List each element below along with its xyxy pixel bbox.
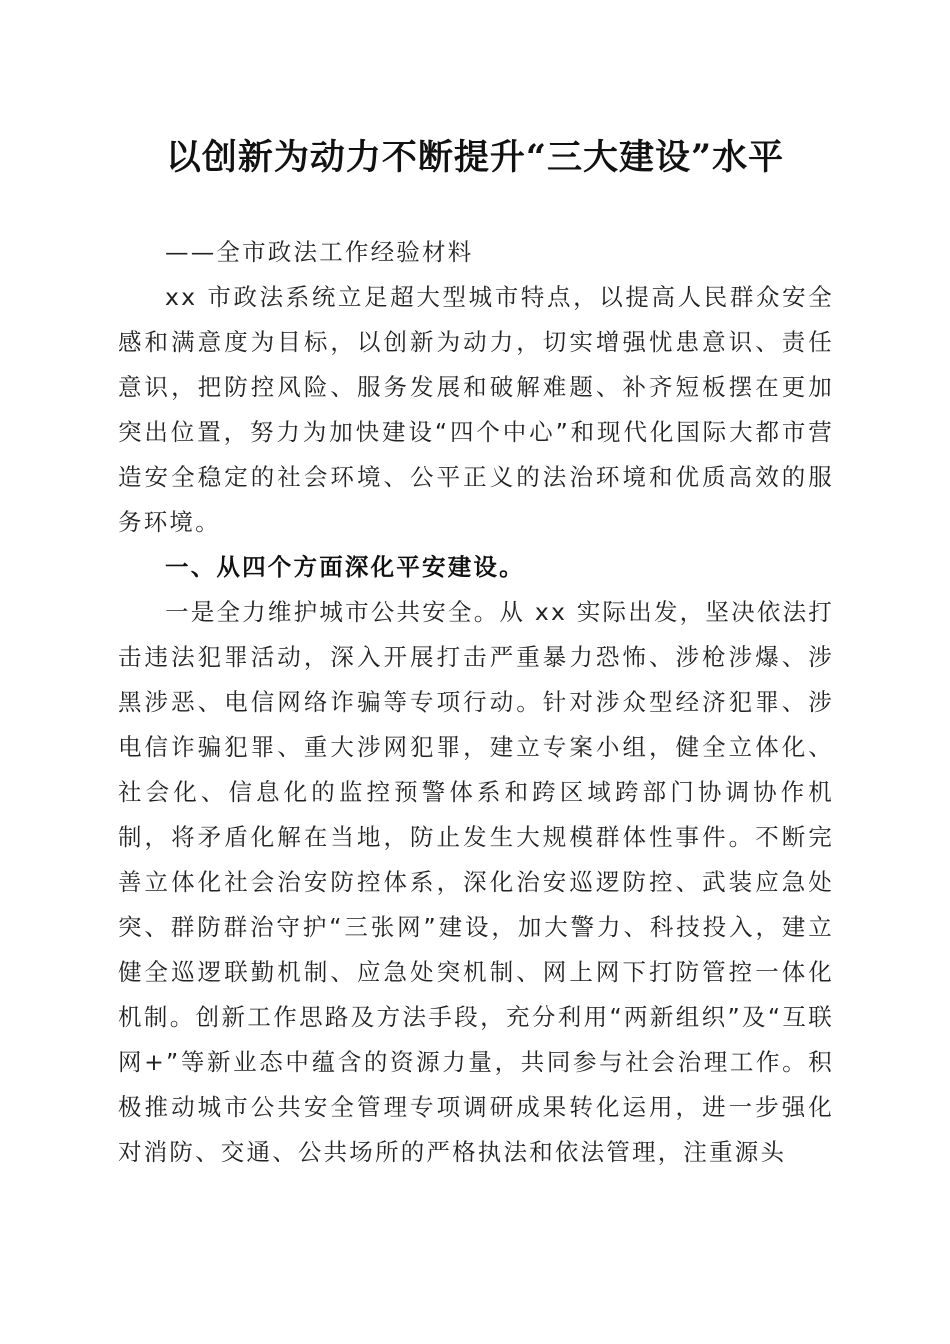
- document-subtitle: ——全市政法工作经验材料: [165, 238, 474, 266]
- document-title: 以创新为动力不断提升“三大建设”水平: [165, 137, 785, 178]
- document-body: [118, 230, 834, 1175]
- section-paragraph: 一是全力维护城市公共安全。从 xx 实际出发，坚决依法打击违法犯罪活动，深入开展打击严重暴力恐怖、涉枪涉爆、涉黑涉恶、电信网络诈骗等专项行动。针对涉众型经济犯罪、涉电信诈骗犯罪、重大涉网犯罪，建立专案小组，健全立体化、社会化、信息化的监控预警体系和跨区域跨部门协调协作机制，将矛盾化解在当地，防止发生大规模群体性事件。不断完善立体化社会治安防控体系，深化治安巡逻防控、武装应急处突、群防群治守护“三张网”建设，加大警力、科技投入，建立健全巡逻联勤机制、应急处突机制、网上网下打防管控一体化机制。创新工作思路及方法手段，充分利用“两新组织”及“互联网+”等新业态中蕴含的资源力量，共同参与社会治理工作。积极推动城市公共安全管理专项调研成果转化运用，进一步强化对消防、交通、公共场所的严格执法和依法管理，注重源头: [118, 598, 834, 1166]
- intro-paragraph: xx 市政法系统立足超大型城市特点，以提高人民群众安全感和满意度为目标，以创新为动力，切实增强忧患意识、责任意识，把防控风险、服务发展和破解难题、补齐短板摆在更加突出位置，努力为加快建设“四个中心”和现代化国际大都市营造安全稳定的社会环境、公平正义的法治环境和优质高效的服务环境。: [118, 283, 834, 536]
- section-heading: 一、从四个方面深化平安建设。: [165, 553, 525, 581]
